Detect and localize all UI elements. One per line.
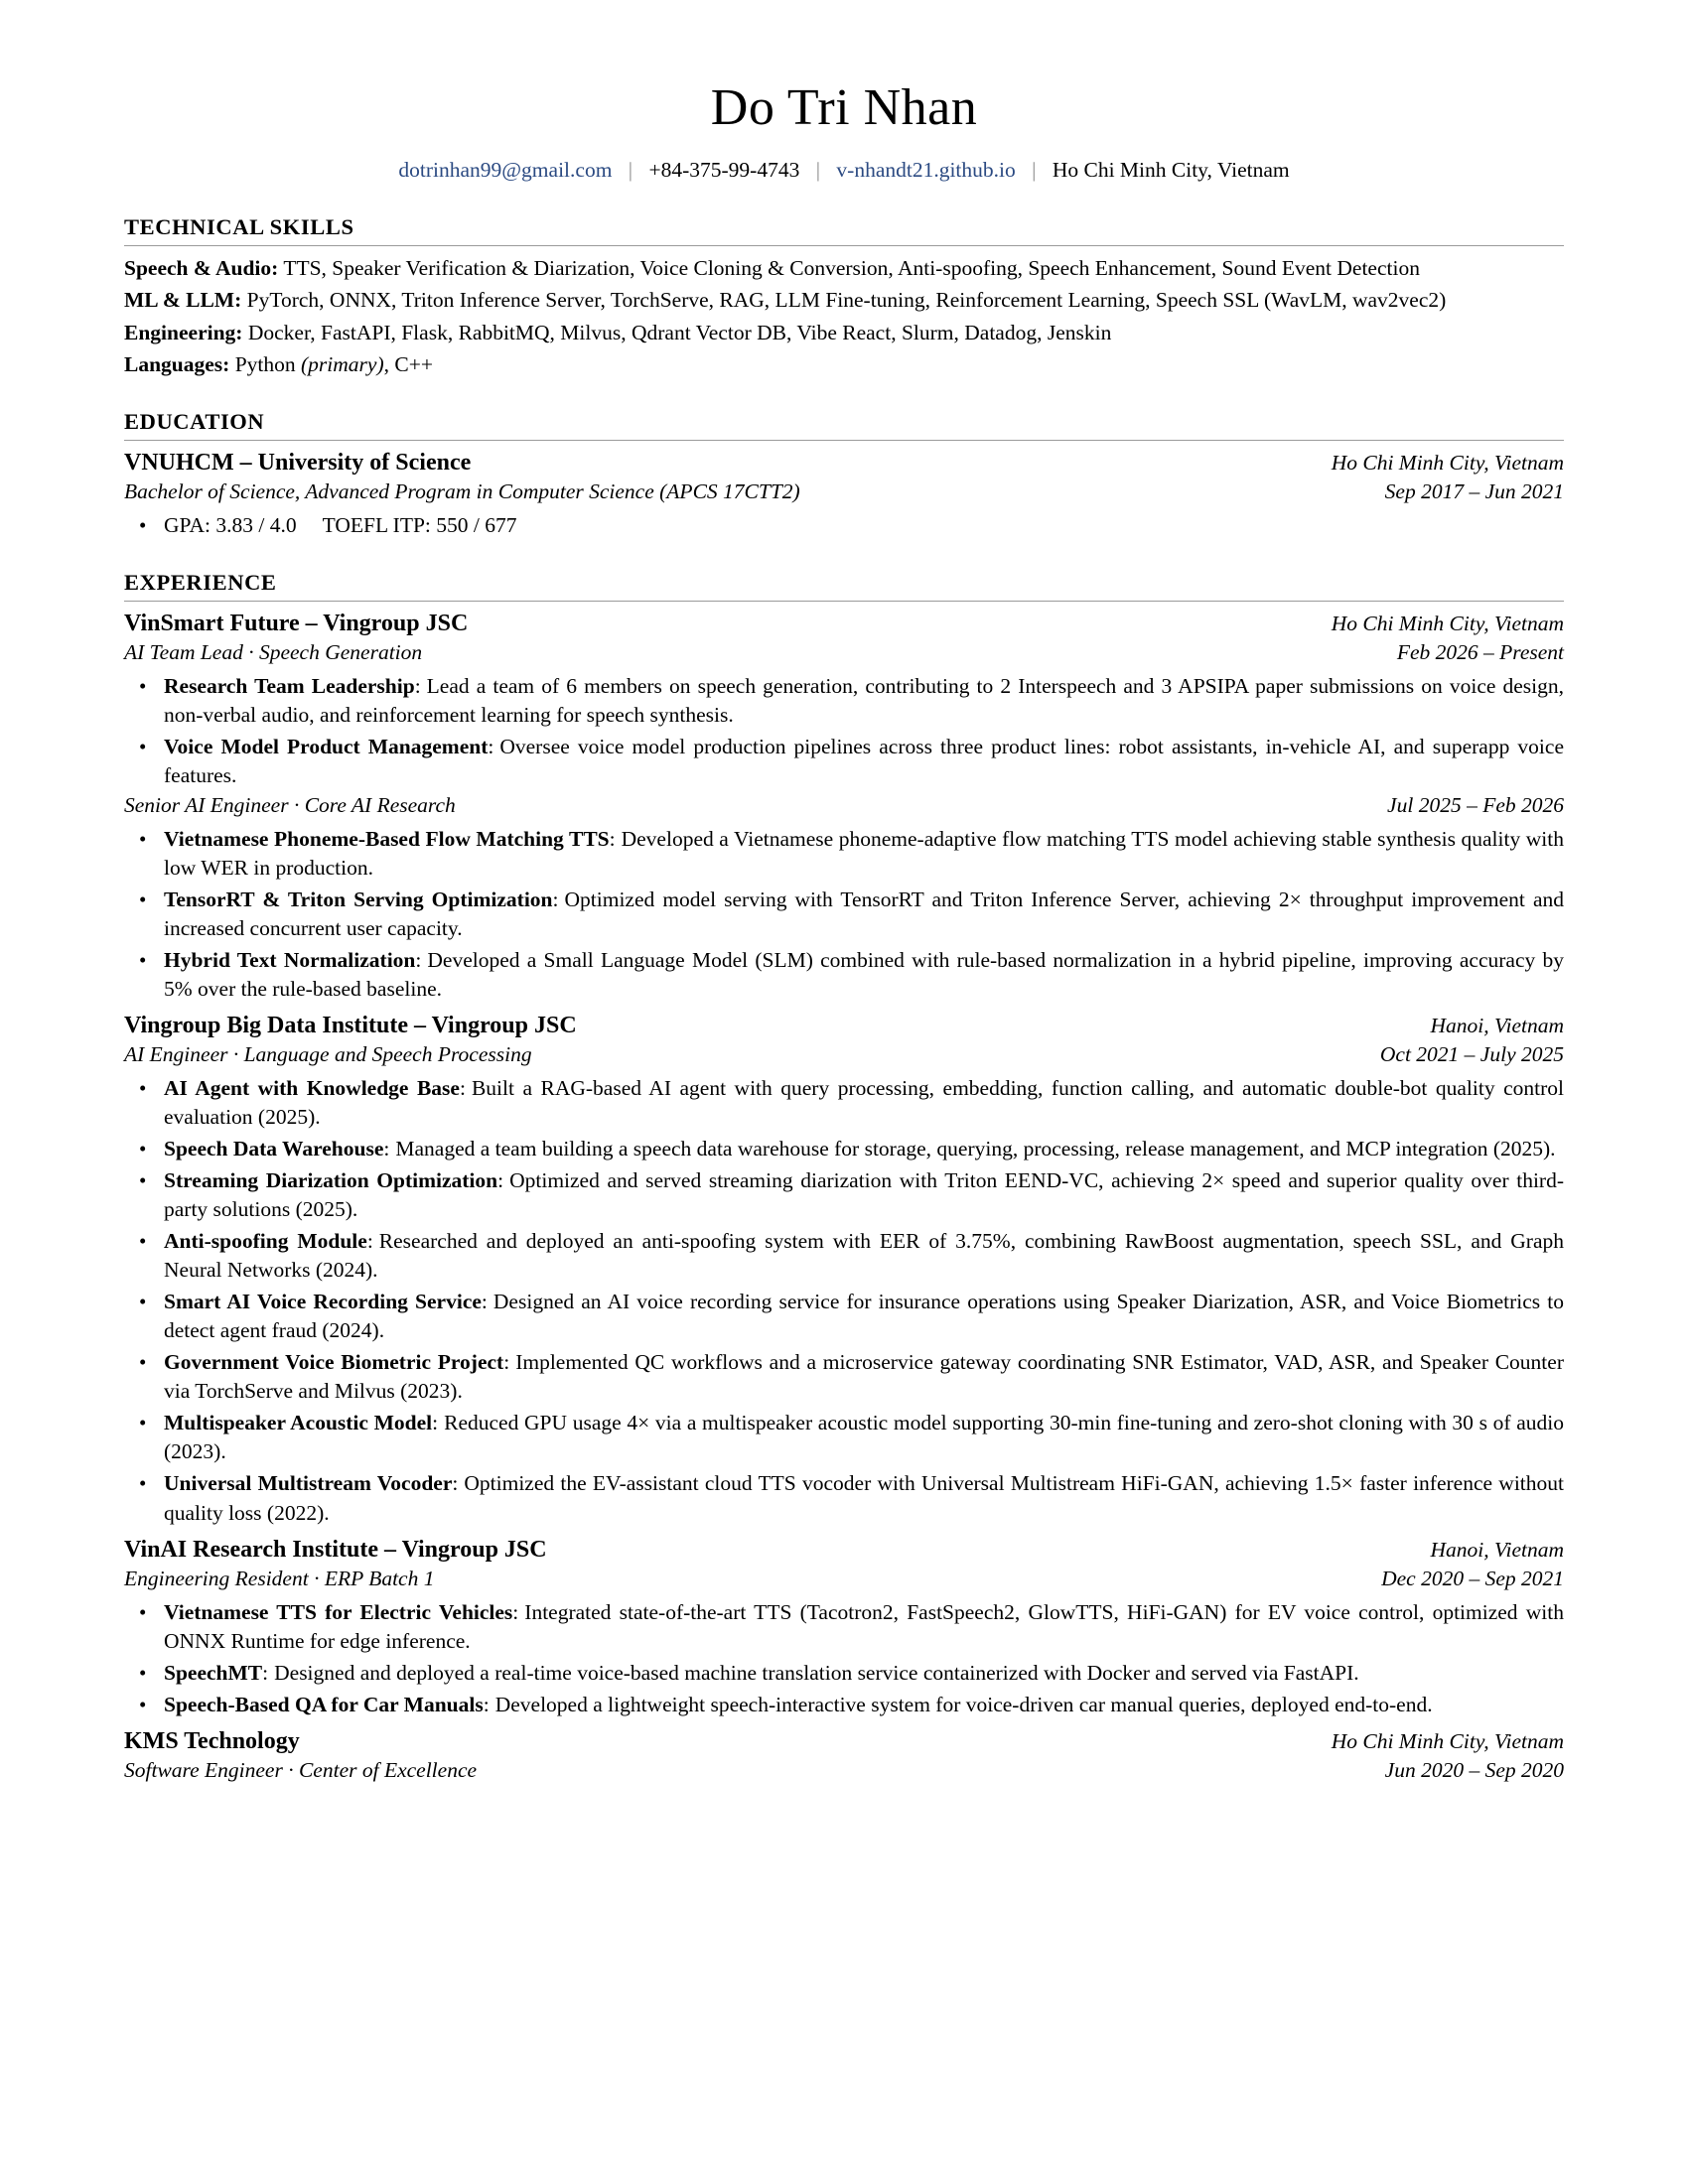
bullet-head: Multispeaker Acoustic Model — [164, 1411, 433, 1435]
bullet-head: Government Voice Biometric Project — [164, 1350, 504, 1375]
bullet-head: Research Team Leadership — [164, 674, 415, 699]
bullet-head: AI Agent with Knowledge Base — [164, 1076, 460, 1101]
bullet-body: Oversee voice model production pipelines across three product lines: robot assistants, in-vehicle AI, and superapp voice features. — [164, 735, 1564, 788]
experience-company: KMS Technology — [124, 1727, 300, 1754]
bullet-body: Designed an AI voice recording service for insurance operations using Speaker Diarization, ASR, and Voice Biometrics to detect agent fraud (2024). — [164, 1290, 1564, 1343]
experience-entry — [124, 1537, 1564, 1719]
section-title-experience: EXPERIENCE — [124, 570, 277, 596]
education-dates: Sep 2017 – Jun 2021 — [1384, 479, 1564, 504]
email-link[interactable]: dotrinhan99@gmail.com — [398, 158, 613, 183]
experience-location: Hanoi, Vietnam — [1430, 1014, 1564, 1038]
experience-company: Vingroup Big Data Institute – Vingroup JSC — [124, 1013, 577, 1039]
page-title: Do Tri Nhan — [710, 79, 978, 136]
skill-row-ml-llm — [124, 286, 1564, 315]
education-institution: VNUHCM – University of Science — [124, 450, 472, 477]
bullet-head: Anti-spoofing Module — [164, 1229, 367, 1254]
experience-bullet-list — [124, 1598, 1564, 1719]
experience-company: VinSmart Future – Vingroup JSC — [124, 611, 469, 637]
experience-role-row — [124, 1042, 1564, 1067]
skill-label: Languages: — [124, 351, 230, 376]
bullet-body: Integrated state-of-the-art TTS (Tacotron2, FastSpeech2, GlowTTS, HiFi-GAN) for EV voice control, optimized with ONNX Runtime for edge inference. — [164, 1599, 1564, 1653]
experience-role-row — [124, 793, 1564, 818]
bullet-head: Vietnamese TTS for Electric Vehicles — [164, 1599, 513, 1624]
skill-value-post: , C++ — [383, 351, 433, 376]
bullet-body: Researched and deployed an anti-spoofing system with EER of 3.75%, combining RawBoost augmentation, speech SSL, and Graph Neural Networks (2024). — [164, 1229, 1564, 1283]
section-technical-skills — [124, 214, 1564, 379]
skill-label: Speech & Audio: — [124, 256, 279, 281]
experience-location: Hanoi, Vietnam — [1430, 1537, 1564, 1562]
experience-entry-header — [124, 1537, 1564, 1564]
section-experience — [124, 570, 1564, 1782]
bullet-body: Implemented QC workflows and a microservice gateway coordinating SNR Estimator, VAD, ASR, and Speaker Counter via TorchServe and Milvus (2023). — [164, 1350, 1564, 1404]
bullet-head: TensorRT & Triton Serving Optimization — [164, 887, 553, 912]
experience-entry — [124, 1013, 1564, 1527]
education-entry-header — [124, 450, 1564, 477]
list-item: • Vietnamese Phoneme-Based Flow Matching TTS: Developed a Vietnamese phoneme-adaptive flow matching TTS model achieving stable synthesis quality with low WER in production. — [161, 825, 1564, 883]
bullet-head: Voice Model Product Management — [164, 735, 489, 759]
list-item: • Vietnamese TTS for Electric Vehicles: Integrated state-of-the-art TTS (Tacotron2, FastSpeech2, GlowTTS, HiFi-GAN) for EV voice control, optimized with ONNX Runtime for edge inference. — [161, 1598, 1564, 1656]
experience-role-dates: Feb 2026 – Present — [1396, 640, 1564, 665]
bullet-body: Optimized model serving with TensorRT and Triton Inference Server, achieving 2× throughput improvement and increased concurrent user capacity. — [164, 887, 1564, 941]
list-item: • Universal Multistream Vocoder: Optimized the EV-assistant cloud TTS vocoder with Universal Multistream HiFi-GAN, achieving 1.5× faster inference without quality loss (2022). — [161, 1469, 1564, 1527]
bullet-head: SpeechMT — [164, 1660, 263, 1685]
experience-bullet-list — [124, 1074, 1564, 1527]
bullet-head: Speech Data Warehouse — [164, 1137, 384, 1161]
experience-entry-header — [124, 1728, 1564, 1755]
list-item: • Speech Data Warehouse: Managed a team building a speech data warehouse for storage, querying, processing, release management, and MCP integration (2025). — [161, 1135, 1564, 1163]
section-rule-skills — [124, 245, 1564, 246]
list-item: • AI Agent with Knowledge Base: Built a RAG-based AI agent with query processing, embedding, function calling, and automatic double-bot quality control evaluation (2025). — [161, 1074, 1564, 1132]
bullet-body: Managed a team building a speech data warehouse for storage, querying, processing, release management, and MCP integration (2025). — [395, 1137, 1556, 1161]
experience-location: Ho Chi Minh City, Vietnam — [1331, 1728, 1564, 1753]
skill-value: Docker, FastAPI, Flask, RabbitMQ, Milvus, Qdrant Vector DB, Vibe React, Slurm, Datadog, Jenskin — [247, 320, 1112, 344]
skill-label: ML & LLM: — [124, 288, 242, 313]
bullet-body: Developed a Vietnamese phoneme-adaptive flow matching TTS model achieving stable synthesis quality with low WER in production. — [164, 827, 1565, 881]
skill-value: PyTorch, ONNX, Triton Inference Server, TorchServe, RAG, LLM Fine-tuning, Reinforcement Learning, Speech SSL (WavLM, wav2vec2) — [246, 288, 1447, 313]
experience-bullet-list — [124, 672, 1564, 790]
list-item — [161, 511, 1564, 540]
toefl-text: TOEFL ITP: 550 / 677 — [322, 513, 517, 538]
experience-entry — [124, 1728, 1564, 1783]
contact-separator-1: | — [628, 158, 633, 183]
education-bullet-list — [124, 511, 1564, 540]
experience-role-row — [124, 640, 1564, 665]
list-item: • Anti-spoofing Module: Researched and deployed an anti-spoofing system with EER of 3.75%, combining RawBoost augmentation, speech SSL, and Graph Neural Networks (2024). — [161, 1227, 1564, 1285]
bullet-body: Built a RAG-based AI agent with query processing, embedding, function calling, and automatic double-bot quality control evaluation (2025). — [164, 1076, 1565, 1130]
experience-entry-header — [124, 611, 1564, 637]
section-rule-education — [124, 440, 1564, 441]
skill-row-speech-audio — [124, 254, 1564, 283]
education-location: Ho Chi Minh City, Vietnam — [1331, 451, 1564, 476]
experience-bullet-list — [124, 825, 1564, 1004]
experience-role-row — [124, 1758, 1564, 1783]
skill-value: TTS, Speaker Verification & Diarization, Voice Cloning & Conversion, Anti-spoofing, Speech Enhancement, Sound Event Detection — [283, 256, 1420, 281]
gpa-text: GPA: 3.83 / 4.0 — [164, 513, 297, 538]
list-item: • TensorRT & Triton Serving Optimization: Optimized model serving with TensorRT and Triton Inference Server, achieving 2× throughput improvement and increased concurrent user capacity. — [161, 886, 1564, 943]
bullet-body: Designed and deployed a real-time voice-based machine translation service containerized with Docker and served via FastAPI. — [274, 1660, 1359, 1685]
bullet-head: Universal Multistream Vocoder — [164, 1471, 453, 1496]
contact-separator-3: | — [1032, 158, 1037, 183]
bullet-body: Optimized the EV-assistant cloud TTS vocoder with Universal Multistream HiFi-GAN, achieving 1.5× faster inference without quality loss (2022). — [164, 1471, 1564, 1525]
experience-role-title: Engineering Resident · ERP Batch 1 — [124, 1566, 435, 1590]
skill-value-emphasis: (primary) — [301, 351, 384, 376]
bullet-head: Speech-Based QA for Car Manuals — [164, 1692, 484, 1716]
list-item: • Smart AI Voice Recording Service: Designed an AI voice recording service for insurance operations using Speaker Diarization, ASR, and Voice Biometrics to detect agent fraud (2024). — [161, 1288, 1564, 1345]
education-entry — [124, 450, 1564, 540]
experience-role-dates: Oct 2021 – July 2025 — [1379, 1042, 1564, 1067]
bullet-head: Hybrid Text Normalization — [164, 948, 416, 973]
contact-line — [124, 157, 1564, 185]
experience-location: Ho Chi Minh City, Vietnam — [1331, 612, 1564, 636]
experience-entry-header — [124, 1013, 1564, 1039]
list-item: • Government Voice Biometric Project: Implemented QC workflows and a microservice gateway coordinating SNR Estimator, VAD, ASR, and Speaker Counter via TorchServe and Milvus (2023). — [161, 1348, 1564, 1406]
list-item: • Research Team Leadership: Lead a team of 6 members on speech generation, contributing to 2 Interspeech and 3 APSIPA paper submissions on voice design, non-verbal audio, and reinforcement learning for speech synthesis. — [161, 672, 1564, 730]
list-item: • Streaming Diarization Optimization: Optimized and served streaming diarization with Triton EEND-VC, achieving 2× speed and superior quality over third-party solutions (2025). — [161, 1166, 1564, 1224]
list-item: • Voice Model Product Management: Oversee voice model production pipelines across three product lines: robot assistants, in-vehicle AI, and superapp voice features. — [161, 733, 1564, 790]
bullet-head: Streaming Diarization Optimization — [164, 1168, 498, 1193]
section-title-skills: TECHNICAL SKILLS — [124, 214, 354, 240]
bullet-body: Lead a team of 6 members on speech generation, contributing to 2 Interspeech and 3 APSIPA paper submissions on voice design, non-verbal audio, and reinforcement learning for speech synthesis. — [164, 674, 1565, 728]
experience-role-title: AI Engineer · Language and Speech Processing — [124, 1042, 532, 1067]
experience-entry-list — [124, 611, 1564, 1782]
skill-value-pre: Python — [234, 351, 302, 376]
skill-row-engineering — [124, 319, 1564, 347]
experience-role-dates: Jun 2020 – Sep 2020 — [1384, 1757, 1564, 1782]
bullet-body: Developed a Small Language Model (SLM) combined with rule-based normalization in a hybrid pipeline, improving accuracy by 5% over the rule-based baseline. — [164, 948, 1564, 1002]
experience-role-dates: Jul 2025 – Feb 2026 — [1387, 793, 1564, 818]
section-rule-experience — [124, 601, 1564, 602]
skill-row-languages — [124, 350, 1564, 379]
education-degree: Bachelor of Science, Advanced Program in Computer Science (APCS 17CTT2) — [124, 479, 800, 504]
location-text: Ho Chi Minh City, Vietnam — [1052, 158, 1290, 183]
experience-role-row — [124, 1567, 1564, 1591]
bullet-body: Optimized and served streaming diarization with Triton EEND-VC, achieving 2× speed and superior quality over third-party solutions (2025). — [164, 1168, 1564, 1222]
bullet-head: Smart AI Voice Recording Service — [164, 1290, 482, 1314]
section-education — [124, 409, 1564, 540]
section-title-education: EDUCATION — [124, 409, 265, 435]
resume-header — [124, 79, 1564, 185]
experience-role-title: AI Team Lead · Speech Generation — [124, 640, 423, 665]
experience-role-title: Senior AI Engineer · Core AI Research — [124, 793, 456, 818]
experience-company: VinAI Research Institute – Vingroup JSC — [124, 1536, 547, 1563]
list-item: • Speech-Based QA for Car Manuals: Developed a lightweight speech-interactive system for voice-driven car manual queries, deployed end-to-end. — [161, 1691, 1564, 1719]
phone-text: +84-375-99-4743 — [648, 158, 800, 183]
education-entry-subheader — [124, 479, 1564, 504]
bullet-head: Vietnamese Phoneme-Based Flow Matching TTS — [164, 827, 610, 852]
experience-role-title: Software Engineer · Center of Excellence — [124, 1757, 478, 1782]
experience-role-dates: Dec 2020 – Sep 2021 — [1381, 1566, 1564, 1590]
experience-entry — [124, 611, 1564, 1004]
bullet-body: Developed a lightweight speech-interactive system for voice-driven car manual queries, deployed end-to-end. — [494, 1692, 1433, 1716]
skill-label: Engineering: — [124, 320, 243, 344]
list-item: • Hybrid Text Normalization: Developed a Small Language Model (SLM) combined with rule-based normalization in a hybrid pipeline, improving accuracy by 5% over the rule-based baseline. — [161, 946, 1564, 1004]
website-link[interactable]: v-nhandt21.github.io — [836, 158, 1016, 183]
list-item: • SpeechMT: Designed and deployed a real-time voice-based machine translation service containerized with Docker and served via FastAPI. — [161, 1659, 1564, 1688]
list-item: • Multispeaker Acoustic Model: Reduced GPU usage 4× via a multispeaker acoustic model supporting 30-min fine-tuning and zero-shot cloning with 30 s of audio (2023). — [161, 1409, 1564, 1466]
bullet-body: Reduced GPU usage 4× via a multispeaker acoustic model supporting 30-min fine-tuning and zero-shot cloning with 30 s of audio (2023). — [164, 1411, 1564, 1464]
contact-separator-2: | — [815, 158, 821, 183]
